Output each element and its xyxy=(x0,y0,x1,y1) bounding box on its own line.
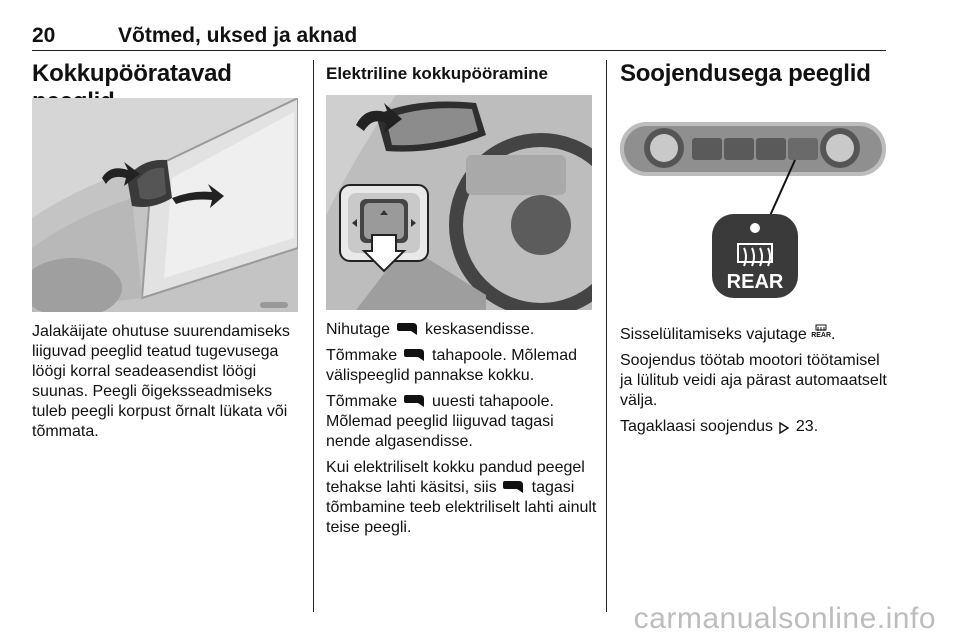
rear-inline-label: REAR xyxy=(811,332,832,339)
text: Tõmmake xyxy=(326,347,398,364)
chapter-title: Võtmed, uksed ja aknad xyxy=(118,24,358,47)
section-heading: Elektriline kokkupööramine xyxy=(326,64,549,83)
paragraph xyxy=(326,458,598,538)
paragraph xyxy=(326,320,598,340)
text: Nihutage xyxy=(326,321,391,338)
right-body xyxy=(620,324,890,443)
middle-column xyxy=(326,64,596,84)
mirror-fold-icon xyxy=(503,479,525,495)
paragraph xyxy=(620,417,890,437)
page-header xyxy=(32,26,886,51)
page-reference: 23. xyxy=(795,418,819,435)
text: Tõmmake xyxy=(326,393,398,410)
rear-defrost-icon xyxy=(811,324,831,339)
text: tagasi tõmbamine teeb elektriliselt lahti ainult teise peegli. xyxy=(326,479,597,536)
mirror-fold-icon xyxy=(404,393,426,409)
middle-body xyxy=(326,320,598,544)
climate-panel-illustration xyxy=(620,118,886,308)
section-heading: Soojendusega peeglid xyxy=(620,60,871,87)
text: uuesti tahapoole. Mõlemad peeglid liiguvad tagasi nende algasendisse. xyxy=(326,393,554,450)
text: keskasendisse. xyxy=(424,321,535,338)
column-divider xyxy=(606,60,607,612)
section-heading: Kokkupööratavad xyxy=(32,60,232,87)
column-divider xyxy=(313,60,314,612)
text: tahapoole. Mõlemad välispeeglid pannakse kokku. xyxy=(326,347,578,384)
paragraph: Soojendus töötab mootori töötamisel ja lülitub veidi aja pärast automaatselt välja. xyxy=(620,352,887,409)
paragraph xyxy=(326,392,598,452)
text: Kui elektriliselt kokku pandud peegel tehakse lahti käsitsi, siis xyxy=(326,459,585,496)
paragraph xyxy=(620,324,890,345)
page-number: 20 xyxy=(32,24,56,47)
left-body xyxy=(32,322,308,442)
mirror-illustration xyxy=(32,98,298,312)
mirror-fold-icon xyxy=(404,347,426,363)
text: Sisselülitamiseks vajutage xyxy=(620,326,807,343)
text: Tagaklaasi soojendus xyxy=(620,418,773,435)
page-reference-arrow-icon xyxy=(779,422,789,434)
rear-button-label: REAR xyxy=(726,271,784,293)
paragraph xyxy=(326,346,598,386)
mirror-fold-icon xyxy=(397,321,419,337)
watermark: carmanualsonline.info xyxy=(633,602,936,635)
right-column xyxy=(620,60,890,88)
text: . xyxy=(831,326,836,343)
paragraph: Jalakäijate ohutuse suurendamiseks liiguvad peeglid teatud tugevusega löögi korral seadeasendist löögi suunas. Peegli õigeksseadmiseks tuleb peegli korpust õrnalt lükata või tõmmata. xyxy=(32,323,290,440)
electric-fold-illustration xyxy=(326,95,592,310)
